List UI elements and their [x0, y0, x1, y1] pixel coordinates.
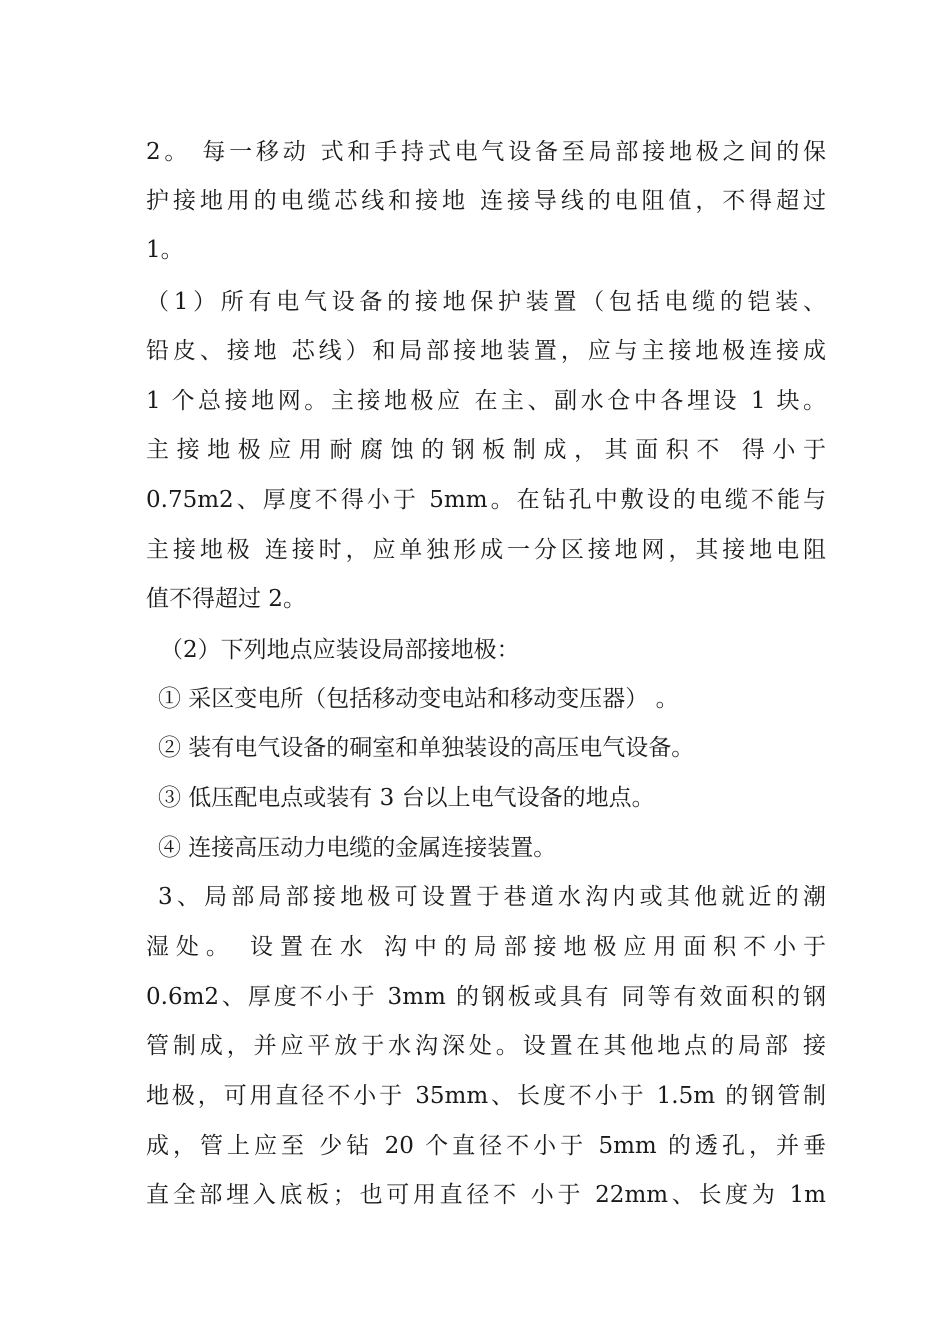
- text-line: 1 个总接地网。主接地极应 在主、副水仓中各埋设 1 块。: [146, 388, 826, 414]
- list-item: ③ 低压配电点或装有 3 台以上电气设备的地点。: [158, 785, 655, 811]
- text-line: 值不得超过 2。: [146, 586, 306, 612]
- text-line: （1）所有电气设备的接地保护装置（包括电缆的铠装、: [146, 289, 826, 315]
- text-line: 湿处。 设置在水 沟中的局部接地极应用面积不小于: [146, 934, 826, 960]
- text-line: 主接地极应用耐腐蚀的钢板制成，其面积不 得小于: [146, 437, 826, 463]
- text-line: （2）下列地点应装设局部接地极：: [160, 637, 520, 663]
- text-line: 主接地极 连接时，应单独形成一分区接地网，其接地电阻: [146, 537, 826, 563]
- text-line: 地极，可用直径不小于 35mm、长度不小于 1.5m 的钢管制: [146, 1083, 826, 1109]
- text-line: 管制成，并应平放于水沟深处。设置在其他地点的局部 接: [146, 1033, 826, 1059]
- text-line: 护接地用的电缆芯线和接地 连接导线的电阻值，不得超过: [146, 188, 826, 214]
- text-line: 3、局部局部接地极可设置于巷道水沟内或其他就近的潮: [158, 884, 826, 910]
- text-line: 2。 每一移动 式和手持式电气设备至局部接地极之间的保: [146, 139, 826, 165]
- text-line: 成，管上应至 少钻 20 个直径不小于 5mm 的透孔，并垂: [146, 1133, 826, 1159]
- list-item: ② 装有电气设备的硐室和单独装设的高压电气设备。: [158, 735, 695, 761]
- text-line: 0.6m2、厚度不小于 3mm 的钢板或具有 同等有效面积的钢: [146, 984, 826, 1010]
- text-line: 铅皮、接地 芯线）和局部接地装置，应与主接地极连接成: [146, 338, 826, 364]
- text-line: 直全部埋入底板；也可用直径不 小于 22mm、长度为 1m: [146, 1182, 826, 1208]
- text-line: 1。: [146, 237, 184, 263]
- list-item: ④ 连接高压动力电缆的金属连接装置。: [158, 835, 557, 861]
- list-item: ① 采区变电所（包括移动变电站和移动变压器） 。: [158, 686, 679, 712]
- text-line: 0.75m2、厚度不得小于 5mm。在钻孔中敷设的电缆不能与: [146, 487, 826, 513]
